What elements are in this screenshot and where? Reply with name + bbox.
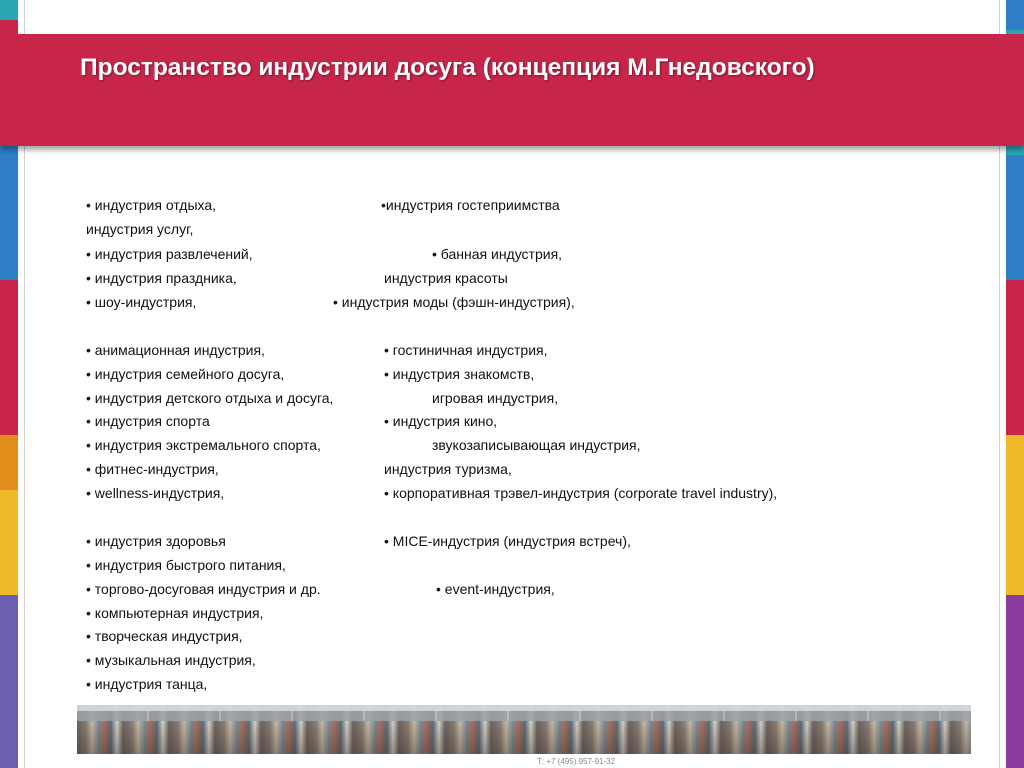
list-item: • фитнес-индустрия, [86,461,219,477]
list-item: • индустрия экстремального спорта, [86,437,321,453]
list-item: звукозаписывающая индустрия, [432,437,641,453]
list-item: • музыкальная индустрия, [86,652,256,668]
list-item: • корпоративная трэвел-индустрия (corporate travel industry), [384,485,778,501]
list-item: • event-индустрия, [436,581,555,597]
list-item: индустрия услуг, [86,221,194,237]
list-item: • индустрия развлечений, [86,246,253,262]
list-item: индустрия туризма, [384,461,512,477]
title-band [0,34,1024,146]
list-item: игровая индустрия, [432,390,559,406]
list-item: • MICE-индустрия (индустрия встреч), [384,533,631,549]
list-item: • компьютерная индустрия, [86,605,264,621]
list-item: • индустрия моды (фэшн-индустрия), [333,294,575,310]
list-item: • индустрия отдыха, [86,197,217,213]
list-item: • творческая индустрия, [86,628,243,644]
list-item: • индустрия знакомств, [384,366,535,382]
footer-phone: Т: +7 (495) 957-91-32 [537,757,616,766]
list-item: • индустрия быстрого питания, [86,557,286,573]
list-item: • гостиничная индустрия, [384,342,548,358]
list-item: • банная индустрия, [432,246,563,262]
list-item: • индустрия спорта [86,413,210,429]
list-item: • wellness-индустрия, [86,485,225,501]
list-item: • индустрия кино, [384,413,498,429]
list-item: • торгово-досуговая индустрия и др. [86,581,321,597]
slide-title: Пространство индустрии досуга (концепция М.Гнедовского) [80,54,815,81]
list-item: • индустрия здоровья [86,533,226,549]
list-item: • индустрия семейного досуга, [86,366,285,382]
bottom-photo-banner [77,705,971,754]
list-item: • индустрия танца, [86,676,208,692]
list-item: • индустрия детского отдыха и досуга, [86,390,334,406]
list-item: • индустрия праздника, [86,270,237,286]
list-item: • шоу-индустрия, [86,294,197,310]
list-item: •индустрия гостеприимства [381,197,560,213]
list-item: индустрия красоты [384,270,508,286]
list-item: • анимационная индустрия, [86,342,265,358]
